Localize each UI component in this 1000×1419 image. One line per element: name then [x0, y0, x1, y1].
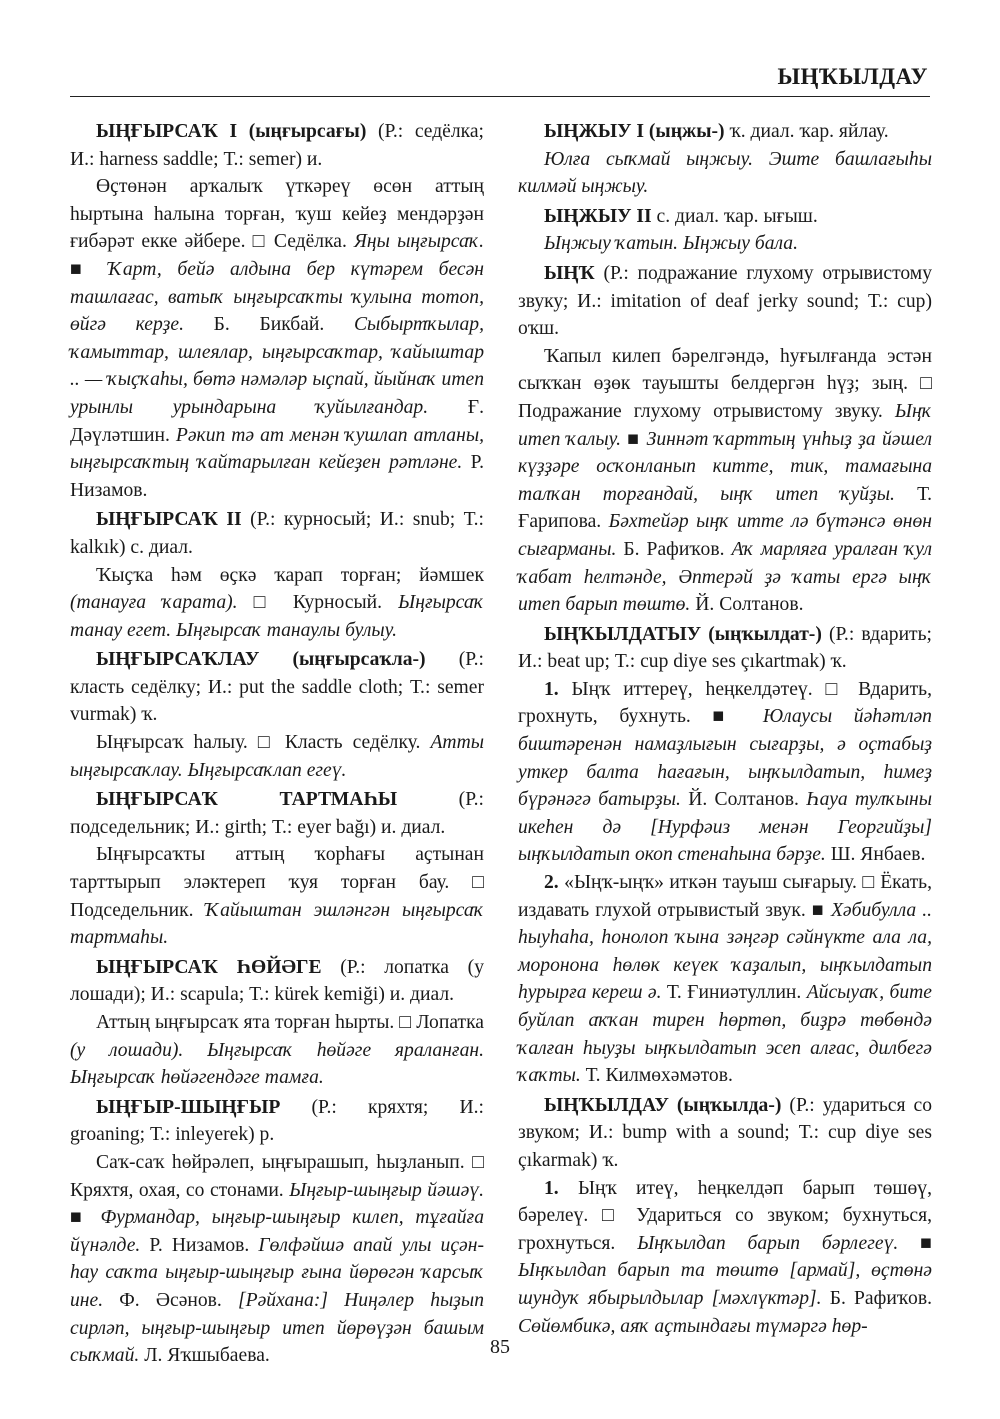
right-column	[518, 118, 932, 1340]
headword: ЫҢЖЫУ I (ыңжы-)	[544, 121, 725, 142]
dictionary-entry	[518, 1092, 932, 1340]
running-head-word: ЫҢҠЫЛДАУ	[777, 64, 928, 89]
headword: ЫҢҠЫЛДАУ (ыңҡылда-)	[544, 1094, 782, 1116]
definition-text: Т. Килмөхәмәтов.	[580, 1065, 733, 1087]
definition-text: Аттың ыңғырсаҡ ята торған һырты. □ Лопатка	[96, 1012, 484, 1033]
headword: ЫҢҒЫРСАҠ ТАРТМАҺЫ	[96, 789, 398, 811]
definition-text: Өҫтөнән арҡалыҡ үткәреү өсөн аттың һыртына һалына торған, ҡуш кейеҙ мендәрҙән ғибәрәт екке әйбере. □ Седёлка.	[70, 176, 484, 253]
dictionary-entry	[70, 506, 484, 644]
headword-grammar: (Р.: кряхтя; И.: groaning; Т.: inleyerek) р.	[70, 1096, 484, 1146]
definition-text: ■	[70, 1207, 101, 1229]
definition-text: Б. Рафиҡов.	[821, 1287, 932, 1309]
headword-grammar: (Р.: удариться со звуком; И.: bump with a sound; Т.: cup diye ses çıkarmak) ҡ.	[518, 1094, 932, 1171]
definition-text: Т. Ғарипова.	[518, 483, 932, 533]
entry-definition	[518, 1175, 932, 1341]
dictionary-entry	[70, 954, 484, 1092]
definition-text: Й. Солтанов.	[690, 594, 804, 616]
definition-text: Р. Низамов.	[70, 452, 484, 501]
example-text: Юлаусы йәһәтләп биштәренән намаҙлығын сығарҙы, ә оҫтабыҙ уткер балта һағағын, ыңҡылдатып, һимеҙ бүрәнәгә батырҙы.	[518, 706, 932, 811]
entry-definition	[518, 343, 932, 619]
entry-heading	[70, 954, 484, 1009]
example-text: Гөлфәйшә апай улы иҫән-һау саҡта ыңғыр-шыңғыр ғына йөрөгән ҡарсыҡ ине.	[70, 1234, 484, 1311]
entry-definition	[518, 230, 932, 258]
definition-text: Ҡыҫҡа һәм өҫкә ҡарап торған; йәмшек	[96, 564, 484, 586]
entry-heading	[518, 118, 932, 146]
headword-grammar: (Р.: вдарить; И.: beat up; Т.: cup diye ses çıkartmak) ҡ.	[518, 623, 933, 673]
example-text: Юлға сыҡмай ыңжыу. Эште башлағыһы килмәй ыңжыу.	[518, 148, 932, 198]
definition-text: 1.	[544, 678, 572, 700]
dictionary-entry	[518, 118, 932, 201]
entry-heading	[70, 1094, 484, 1149]
example-text: Хәбибулла .. һыуһаһа, һонолоп ҡына зәңгәр сәйнүкте ала ла, моронона һөлөк кеүек ҡаҙалып, ыңҡылдатып һурырға кереш ә.	[518, 899, 932, 1004]
entry-heading	[70, 506, 484, 561]
dictionary-entry	[518, 260, 932, 619]
definition-text: Ыңғырсаҡ һалыу. □ Класть седёлку.	[96, 732, 431, 754]
dictionary-entry	[70, 1094, 484, 1370]
headword: ЫҢҒЫРСАҠ ҺӨЙӘГЕ	[96, 956, 322, 978]
definition-text: ■	[620, 428, 647, 450]
definition-text: □ Курносый.	[237, 592, 399, 614]
entry-heading	[518, 203, 932, 231]
example-text: Рәкип тә ат менән ҡушлап атланы, ыңғырсаҡтың ҡайтарылған кейеҙен рәтләне.	[70, 424, 484, 474]
entry-definition	[70, 1009, 484, 1092]
dictionary-entry	[518, 203, 932, 258]
entry-heading	[518, 621, 932, 676]
example-text: Ыңғырсаҡ танау егет. Ыңғырсаҡ танаулы булыу.	[70, 592, 484, 641]
example-text: Ыңжыу ҡатын. Ыңжыу бала.	[544, 233, 798, 255]
example-text: Сөйөмбикә, аяҡ аҫтындағы түмәргә һөр-	[518, 1315, 868, 1337]
headword-grammar: (Р.: седёлка; И.: harness saddle; Т.: semer) и.	[70, 121, 484, 170]
headword: ЫҢҒЫРСАҠ II	[96, 509, 242, 531]
definition-text: Б. Бикбай.	[184, 314, 354, 336]
headword-grammar: (Р.: подседельник; И.: girth; Т.: eyer bağı) и. диал.	[70, 789, 484, 838]
example-text: Айсыуаҡ, бите буйлап аҡҡан тирен һөртөп, биҙрә төбөндә ҡалған һыуҙы ыңҡылдатып эсеп алғас, дилбегә ҡаҡты.	[518, 982, 933, 1087]
entry-heading	[518, 1092, 932, 1175]
headword-grammar: (Р.: класть седёлку; И.: put the saddle cloth; Т.: semer vurmak) ҡ.	[70, 649, 485, 726]
headword: ЫҢҒЫР-ШЫҢҒЫР	[96, 1096, 281, 1118]
example-text: Ыңҡылдап барып бәрлегеү.	[637, 1232, 899, 1254]
dictionary-entry	[518, 621, 932, 1090]
entry-heading	[70, 646, 484, 729]
definition-text: Т. Ғиниәтуллин.	[661, 982, 807, 1004]
example-text: Ҡарт, бейә алдына бер күтәрем бесән ташлағас, ватыҡ ыңғырсаҡты ҡулына тотоп, өйгә керҙе.	[70, 258, 484, 336]
headword-grammar: с. диал. ҡар. ығыш.	[651, 205, 818, 227]
headword: ЫҢҒЫРСАҠЛАУ (ыңғырсаҡла-)	[96, 649, 426, 671]
example-text: Яңы ыңғырсаҡ.	[354, 231, 484, 253]
example-text: (у лошади). Ыңғырсаҡ һөйәге яраланған. Ыңғырсаҡ һөйәгендәге тамға.	[70, 1039, 484, 1089]
entry-heading	[70, 118, 484, 173]
definition-text: 1.	[544, 1177, 578, 1199]
left-column	[70, 118, 484, 1370]
entry-definition	[518, 676, 932, 869]
example-text: Бәхтейәр ыңҡ итте лә бүтәнсә өнөн сығарманы.	[518, 511, 932, 560]
headword: ЫҢҒЫРСАҠ I (ыңғырсағы)	[96, 121, 367, 142]
headword: ЫҢЖЫУ II	[544, 205, 652, 227]
headword-grammar: (Р.: подражание глухому отрывистому звуку; И.: imitation of deaf jerky sound; Т.: cup) оҡш.	[518, 262, 932, 340]
example-text: Аҡ марляға уралған ҡул ҡабат һелтәнде, Әптерәй ҙә ҡаты ергә ыңҡ итеп барып төштө.	[518, 538, 932, 616]
example-text: (танауға ҡарата).	[70, 592, 238, 614]
entry-heading	[70, 786, 484, 841]
definition-text: Ыңҡ итеү, һеңкелдәп барып төшөү, бәрелеү. □ Удариться со звуком; бухнуться, грохнуться.	[518, 1177, 932, 1254]
page-number: 85	[490, 1336, 510, 1358]
definition-text: Ш. Янбаев.	[825, 844, 926, 866]
definition-text: ■	[70, 258, 109, 280]
entry-definition	[518, 869, 932, 1090]
headword-grammar: (Р.: курносый; И.: snub; Т.: kalkık) с. диал.	[70, 509, 484, 558]
entry-definition	[70, 562, 484, 645]
headword: ЫҢҠ	[544, 262, 595, 284]
definition-text: Р. Низамов.	[140, 1234, 259, 1256]
definition-text: Ыңҡ иттереү, һеңкелдәтеү. □ Вдарить, грохнуть, бухнуть. ■	[518, 678, 933, 728]
dictionary-entry	[70, 786, 484, 952]
definition-text: Й. Солтанов.	[680, 789, 807, 811]
headword: ЫҢҠЫЛДАТЫУ (ыңҡылдат-)	[544, 623, 822, 645]
example-text: Ыңҡ итеп ҡалыу.	[518, 400, 932, 450]
headword-grammar: (Р.: лопатка (у лошади); И.: scapula; Т.: kürek kemiği) и. диал.	[70, 956, 484, 1006]
example-text: Сыбыртҡылар, ҡамыттар, шлеялар, ыңғырсаҡтар, ҡайыштар .. — ҡыҫҡаһы, бөтә нәмәләр ыҫпай, йыйнаҡ итеп урынлы урындарына ҡуйылғандар.	[70, 314, 484, 418]
definition-text: 2.	[544, 872, 565, 894]
example-text: Ыңҡылдап барып та төштө [армай], өҫтөнә шундуҡ ябырылдылар [мәхлүктәр].	[518, 1260, 932, 1309]
definition-text: Л. Яҡшыбаева.	[139, 1345, 270, 1367]
definition-text: Ҡапыл килеп бәрелгәндә, һуғылғанда эстән сыҡҡан өҙөк тауышты белдергән һүҙ; зың. □ Подражание глухому отрывистому звуку.	[518, 345, 932, 422]
definition-text: Б. Рафиҡов.	[616, 538, 732, 560]
dictionary-entry	[70, 646, 484, 784]
example-text: Ыңғыр-шыңғыр йәшәү.	[289, 1179, 484, 1201]
definition-text: Ф. Әсәнов.	[103, 1289, 238, 1311]
example-text: Фурмандар, ыңғыр-шыңғыр килеп, тұғайға йүнәлде.	[70, 1207, 485, 1256]
definition-text: ■	[898, 1232, 933, 1254]
example-text: [Рәйхана:] Ниңәлер һыҙып сирләп, ыңғыр-шыңғыр итеп йөрөүҙән башым сыҡмай.	[70, 1289, 484, 1367]
definition-text: «Ыңҡ-ыңҡ» иткән тауыш сығарыу. □ Ёкать, издавать глухой отрывистый звук. ■	[518, 872, 932, 921]
entry-definition	[70, 841, 484, 951]
headword-grammar: ҡ. диал. ҡар. яйлау.	[724, 121, 889, 142]
entry-definition	[70, 173, 484, 504]
example-text: Ҡайыштан эшләнгән ыңғырсаҡ тартмаһы.	[70, 899, 484, 949]
example-text: Атты ыңғырсаҡлау. Ыңғырсаҡлап егеү.	[70, 732, 484, 781]
example-text: Зиннәт ҡарттың үнһыҙ ҙа йәшел күҙҙәре осҡонланып китте, тик, тамағына талҡан торғандай, ыңҡ итеп ҡуйҙы.	[518, 428, 932, 505]
definition-text: Ыңғырсаҡты аттың ҡорһағы аҫтынан тарттырып эләктереп ҡуя торған бау. □ Подседельник.	[70, 844, 484, 921]
definition-text: Ғ. Дәүләтшин.	[70, 396, 485, 446]
entry-heading	[518, 260, 932, 343]
definition-text: Саҡ-саҡ һөйрәлеп, ыңғырашып, һыҙланып. □ Кряхтя, охая, со стонами.	[70, 1151, 484, 1201]
dictionary-entry	[70, 118, 484, 504]
running-header	[70, 62, 930, 97]
example-text: Һауа тулҡыны икеһен дә [Нурфәиз менән Георгийҙы] ыңҡылдатып окоп стенаһына бәрҙе.	[518, 789, 932, 866]
entry-definition	[70, 729, 484, 784]
entry-definition	[518, 146, 932, 201]
